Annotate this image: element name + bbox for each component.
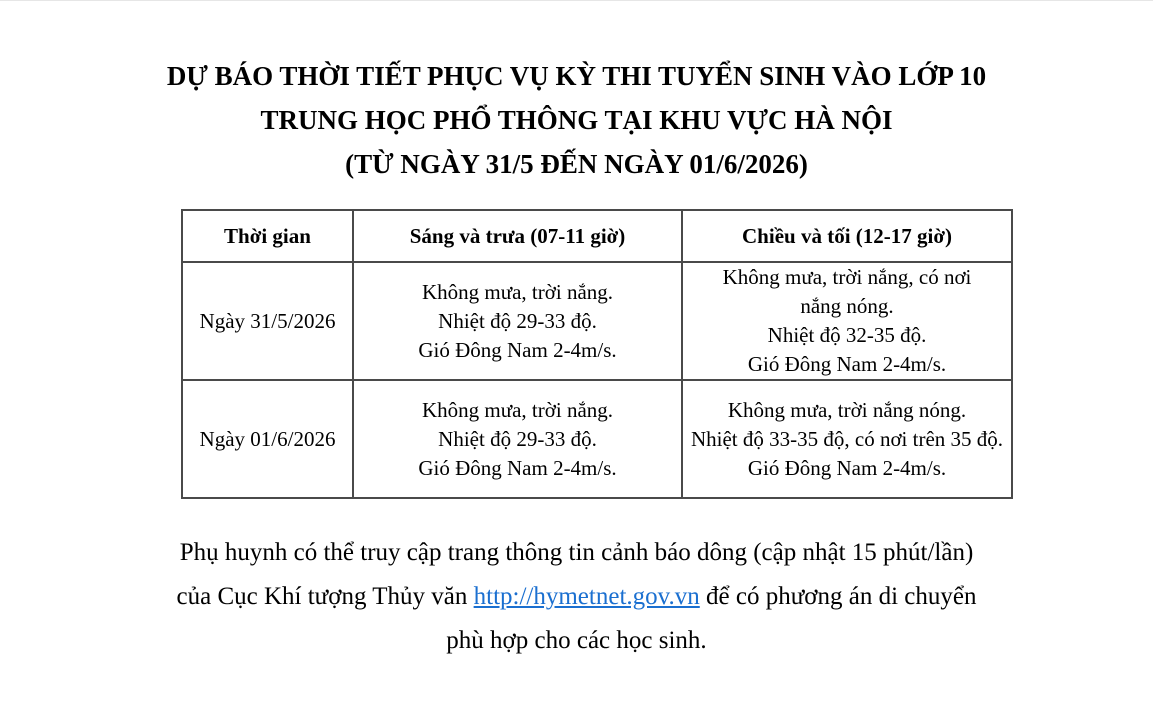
note-text: để có phương án di chuyển (699, 583, 977, 610)
header-time: Thời gian (182, 210, 353, 262)
table-row (182, 380, 1012, 498)
table-row (182, 262, 1012, 380)
header-morning: Sáng và trưa (07-11 giờ) (353, 210, 682, 262)
forecast-line: Nhiệt độ 29-33 độ. (438, 426, 597, 451)
morning-forecast (353, 380, 682, 498)
header-afternoon: Chiều và tối (12-17 giờ) (682, 210, 1012, 262)
forecast-line: Gió Đông Nam 2-4m/s. (747, 455, 947, 480)
note-line-3: phù hợp cho các học sinh. (446, 627, 707, 654)
forecast-line: Không mưa, trời nắng. (421, 279, 614, 304)
page-title-line-2: TRUNG HỌC PHỔ THÔNG TẠI KHU VỰC HÀ NỘI (260, 105, 893, 135)
forecast-line: Nhiệt độ 33-35 độ, có nơi trên 35 độ. (690, 426, 1004, 451)
morning-forecast (353, 262, 682, 380)
row-date: Ngày 31/5/2026 (182, 262, 353, 380)
forecast-line: Gió Đông Nam 2-4m/s. (418, 455, 617, 480)
table-header-row (182, 210, 1012, 262)
forecast-line: Không mưa, trời nắng. (421, 397, 614, 422)
forecast-line: Nhiệt độ 32-35 độ. (767, 323, 927, 347)
hymetnet-link[interactable]: http://hymetnet.gov.vn (473, 583, 700, 610)
note-line-1: Phụ huynh có thể truy cập trang thông tin cảnh báo dông (cập nhật 15 phút/lần) (179, 539, 974, 566)
forecast-line: Không mưa, trời nắng, có nơi nắng nóng. (722, 265, 972, 318)
forecast-line: Gió Đông Nam 2-4m/s. (418, 337, 617, 362)
afternoon-forecast (682, 380, 1012, 498)
note-text: của Cục Khí tượng Thủy văn (176, 583, 474, 610)
forecast-line: Không mưa, trời nắng nóng. (727, 397, 967, 422)
top-divider (0, 0, 1153, 1)
page-title-date-range: (TỪ NGÀY 31/5 ĐẾN NGÀY 01/6/2026) (345, 149, 808, 179)
note-line-2 (0, 582, 1153, 612)
afternoon-forecast (682, 262, 1012, 380)
page-title-line-1: DỰ BÁO THỜI TIẾT PHỤC VỤ KỲ THI TUYỂN SINH VÀO LỚP 10 (166, 61, 987, 91)
forecast-line: Nhiệt độ 29-33 độ. (438, 308, 597, 333)
row-date: Ngày 01/6/2026 (182, 380, 353, 498)
forecast-table (181, 209, 1013, 499)
forecast-line: Gió Đông Nam 2-4m/s. (747, 352, 947, 376)
